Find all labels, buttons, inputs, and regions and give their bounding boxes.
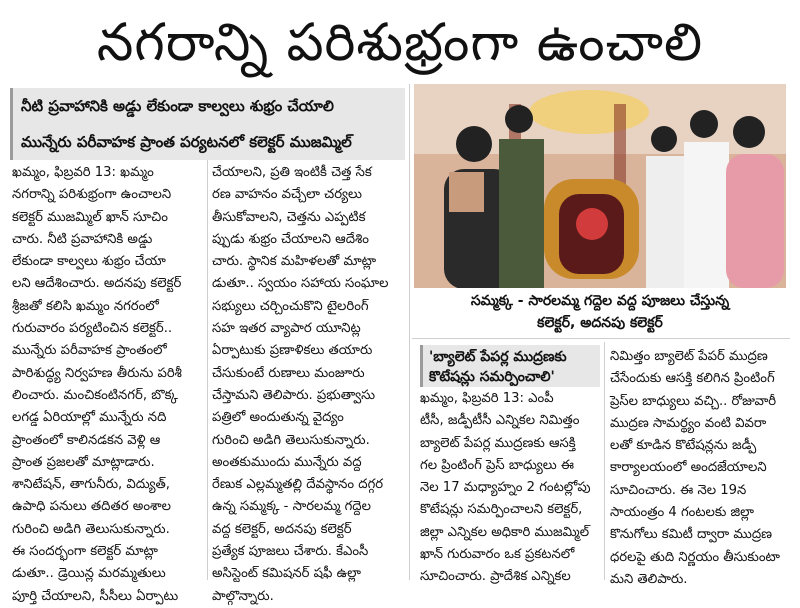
section-divider [412,338,790,339]
news-photo [414,84,786,288]
column-divider [409,84,410,580]
photo-caption: సమ్మక్క - సారలమ్మ గద్దెల వద్ద పూజలు చేస్తున్న కలెక్టర్, అదనపు కలెక్టర్ [470,293,730,331]
article-column-4: నిమిత్తం బ్యాలెట్ పేపర్ ముద్రణ చేసేందుకు ఆసక్తి కలిగిన ప్రింటింగ్ ప్రెస్‌ల బాధ్యులు వచ్చి.. రోజువారీ ముద్రణ సామర్థ్యం వంటి వివరా లతో కూడిన కొటేషన్లను జడ్పీ కార్యాలయంలో అందజేయాలని సూచించారు. ఈ నెల 19న సాయంత్రం 4 గంటలకు జిల్లా కొనుగోలు కమిటీ ద్వారా ముద్రణ ధరలపై తుది నిర్ణయం తీసుకుంటా మని తెలిపారు. [610,349,780,587]
column-divider [604,342,605,580]
subheading-2: మున్నేరు పరీవాహక ప్రాంత పర్యటనలో కలెక్టర్ ముజమ్మిల్ [10,124,405,160]
story-2-title: 'బ్యాలెట్ పేపర్ల ముద్రణకు కొటేషన్లు సమర్పించాలి' [420,345,600,387]
article-column-2: చేయాలని, ప్రతి ఇంటికీ చెత్త సేక రణ వాహనం వచ్చేలా చర్యలు తీసుకోవాలని, చెత్తను ఎప్పటిక ప్పుడు శుభ్రం చేయాలని ఆదేశిం చారు. స్థానిక మహిళలతో మాట్లా డుతూ.. స్వయం సహాయ సంఘాల సభ్యులు చర్చించుకొని టైలరింగ్ సహ ఇతర వ్యాపార యూనిట్ల ఏర్పాటుకు ప్రణాళికలు తయారు చేసుకుంటే రుణాలు మంజూరు చేస్తామని తెలిపారు. ప్రభుత్వాసు పత్రిలో అందుతున్న వైద్యం గురించి అడిగి తెలుసుకున్నారు. అంతకుముందు మున్నేరు వద్ద రేణుక ఎల్లమ్మతల్లి దేవస్థానం దగ్గర ఉన్న సమ్మక్క - సారలమ్మ గద్దెల వద్ద కలెక్టర్, అదనపు కలెక్టర్ ప్రత్యేక పూజలు చేశారు. కేఎంసీ అసిస్టెంట్ కమిషనర్ షఫీ ఉల్లా పాల్గొన్నారు. [212,165,389,604]
article-column-3: ఖమ్మం, ఫిబ్రవరి 13: ఎంపీ టీసీ, జడ్పీటీసీ ఎన్నికల నిమిత్తం బ్యాలెట్ పేపర్ల ముద్రణకు ఆసక్తి గల ప్రింటింగ్ ప్రెస్ బాధ్యులు ఈ నెల 17 మధ్యాహ్నం 2 గంటల్లోపు కొటేషన్లు సమర్పించాలని కలెక్టర్, జిల్లా ఎన్నికల అధికారి ముజమ్మిల్ ఖాన్ గురువారం ఒక ప్రకటనలో సూచించారు. ప్రాదేశిక ఎన్నికల [420,391,591,585]
column-divider [207,160,208,580]
headline: నగరాన్ని పరిశుభ్రంగా ఉంచాలి [96,13,704,73]
article-column-1: ఖమ్మం, ఫిబ్రవరి 13: ఖమ్మం నగరాన్ని పరిశుభ్రంగా ఉంచాలని కలెక్టర్ ముజమ్మిల్ ఖాన్ సూచిం చారు. నీటి ప్రవాహానికి అడ్డు లేకుండా కాల్వలు శుభ్రం చేయా లని ఆదేశించారు. అదనపు కలెక్టర్ శ్రీజతో కలిసి ఖమ్మం నగరంలో గురువారం పర్యటించిన కలెక్టర్.. మున్నేరు పరీవాహక ప్రాంతంలో పారిశుద్ధ్య నిర్వహణ తీరును పరిశీ లించారు. మంచికంటినగర్, బొక్క లగడ్డ ఏరియాల్లో మున్నేరు నది ప్రాంతంలో కాలినడకన వెళ్లి ఆ ప్రాంత ప్రజలతో మాట్లాడారు. శానిటేషన్, తాగునీరు, విద్యుత్, ఉపాధి పనులు తదితర అంశాల గురించి అడిగి తెలుసుకున్నారు. ఈ సందర్భంగా కలెక్టర్ మాట్లా డుతూ.. డ్రెయిన్ల మరమ్మతులు పూర్తి చేయాలని, సీసీలు ఏర్పాటు [12,165,182,604]
subheading-1: నీటి ప్రవాహానికి అడ్డు లేకుండా కాల్వలు శుభ్రం చేయాలి [10,88,405,124]
